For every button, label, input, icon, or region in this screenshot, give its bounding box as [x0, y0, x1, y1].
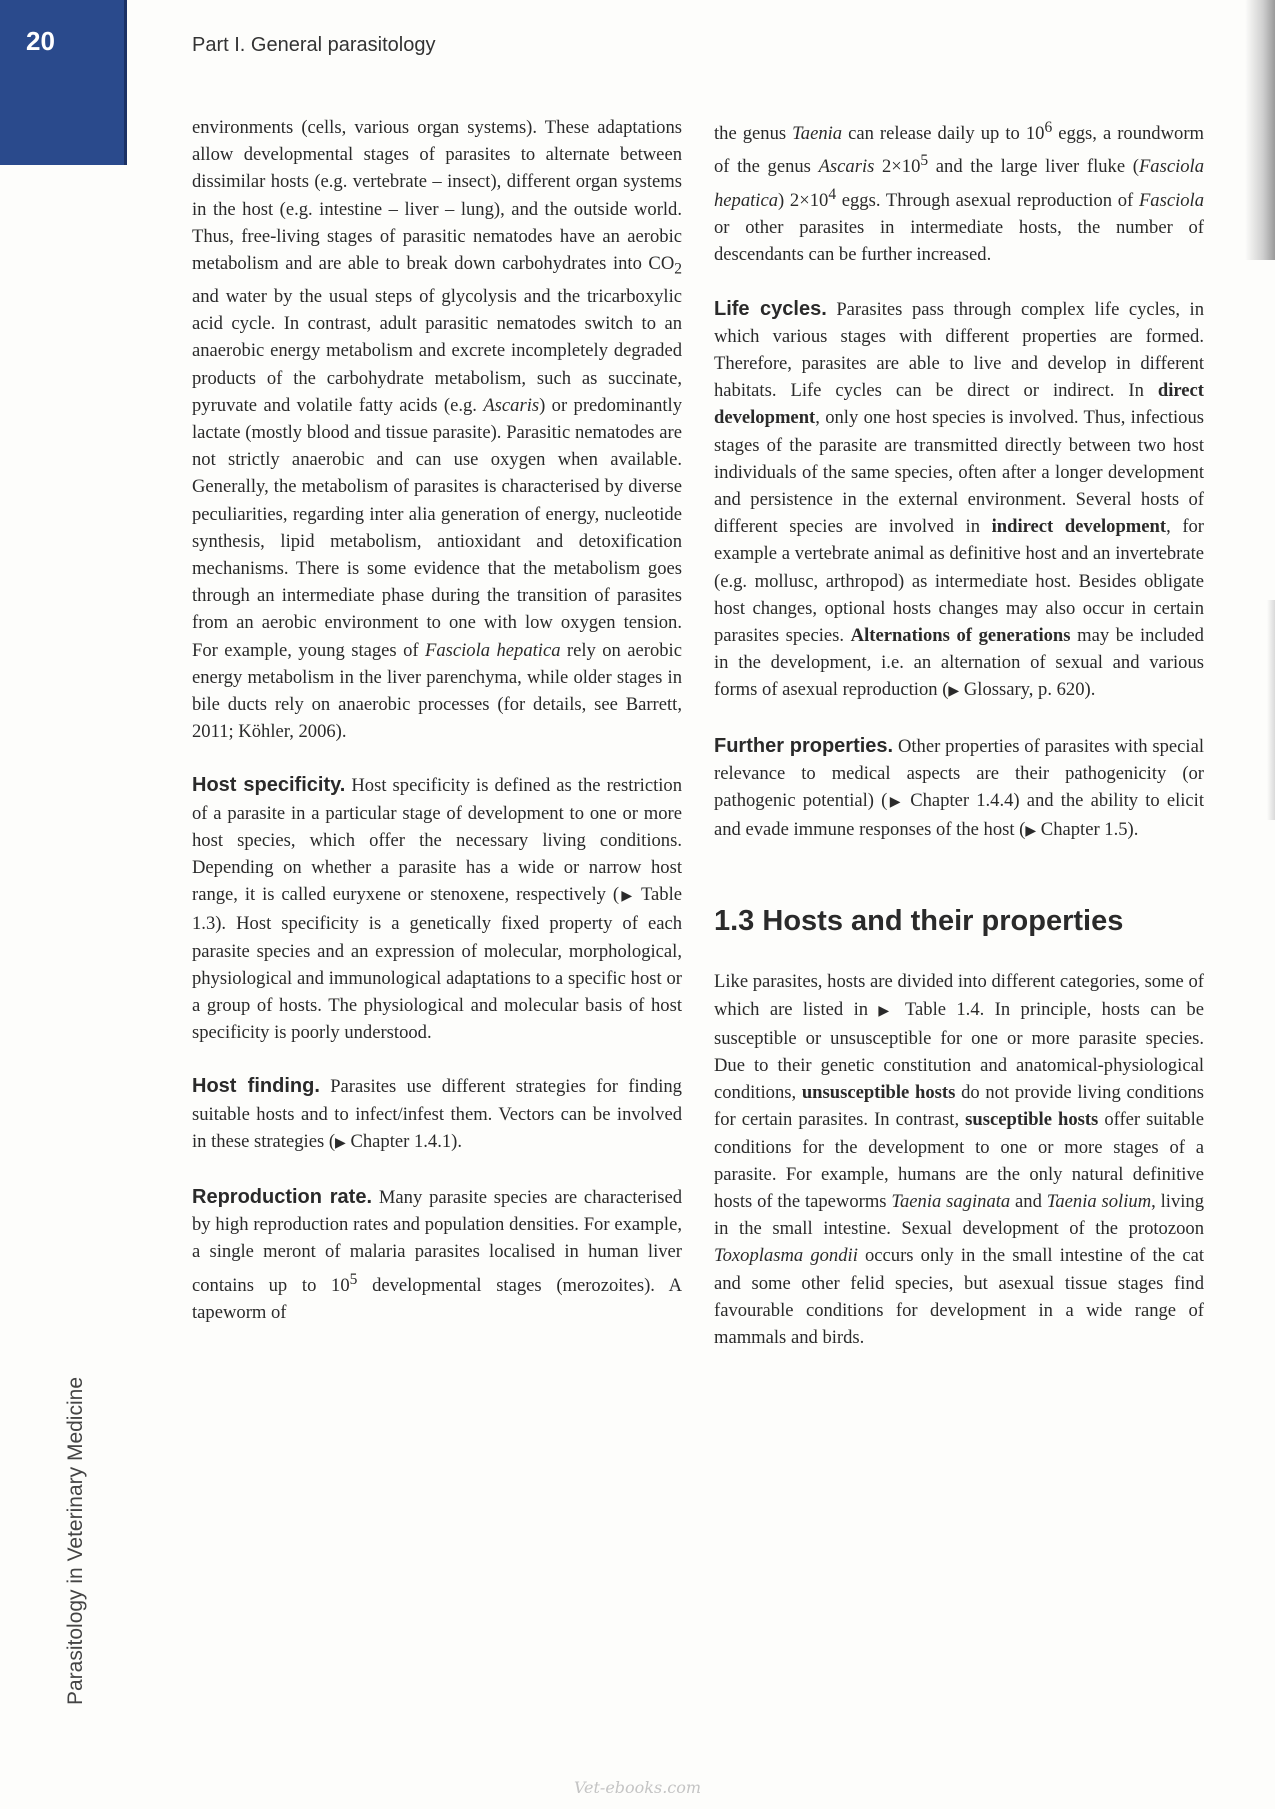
further-properties-paragraph: Further properties. Other properties of parasites with special relevance to medical aspects are their pathogenicity (or pathogenic potential) (▶ Chapter 1.4.4) and the ability to elicit and evade immune responses of the host (▶ Chapter 1.5).: [714, 734, 1205, 841]
left-column: [192, 114, 682, 1326]
cross-reference-arrow-icon: ▶: [619, 889, 635, 905]
page-number-tab: [0, 0, 127, 165]
life-cycles-heading: Life cycles.: [714, 297, 827, 320]
section-heading: 1.3 Hosts and their properties: [714, 905, 1124, 938]
further-properties-heading: Further properties.: [714, 734, 894, 757]
footer-watermark: Vet-ebooks.com: [573, 1778, 702, 1797]
host-specificity-paragraph: Host specificity. Host specificity is defined as the restriction of a parasite in a particular stage of development to one or more host species, which offer the necessary living conditions. Depending on whether a parasite has a wide or narrow host range, it is called euryxene or stenoxene, respectively (▶ Table 1.3). Host specificity is a genetically fixed property of each parasite species and an expression of molecular, morphological, physiological and immunological adaptations to a specific host or a group of hosts. The physiological and molecular basis of host specificity is poorly understood.: [192, 774, 682, 1044]
life-cycles-paragraph: Life cycles. Parasites pass through complex life cycles, in which various stages with different properties are formed. Therefore, parasites are able to live and develop in different habitats. Life cycles can be direct or indirect. In direct development, only one host species is involved. Thus, infectious stages of the parasite are transmitted directly between two host individuals of the same species, often after a longer development and persistence in the external environment. Several hosts of different species are involved in indirect development, for example a vertebrate animal as definitive host and an invertebrate (e.g. mollusc, arthropod) as intermediate host. Besides obligate host changes, optional hosts changes may also occur in certain parasites species. Alternations of generations may be included in the development, i.e. an alternation of sexual and various forms of asexual reproduction (▶ Glossary, p. 620).: [714, 297, 1205, 701]
host-finding-paragraph: Host finding. Parasites use different strategies for finding suitable hosts and to infect/infest them. Vectors can be involved in these strategies (▶ Chapter 1.4.1).: [192, 1075, 682, 1152]
reproduction-continued-paragraph: the genus Taenia can release daily up to $10^6$ eggs, a roundworm of the genus Ascaris $2\times 10^5$ and the large liver fluke (Fasciola hepatica) $2\times 10^4$ eggs. Through asexual reproduction of Fasciola or other parasites in intermediate hosts, the number of descendants can be further increased.: [714, 119, 1205, 266]
host-specificity-heading: Host specificity.: [192, 774, 346, 797]
cross-reference-arrow-icon: ▶: [887, 795, 904, 811]
cross-reference-arrow-icon: ▶: [878, 1003, 895, 1019]
cross-reference-arrow-icon: ▶: [335, 1135, 346, 1151]
hosts-paragraph: Like parasites, hosts are divided into different categories, some of which are listed in ▶ Table 1.4. In principle, hosts can be susceptible or unsusceptible for one or more parasite species. Due to their genetic constitution and anatomical-physiological conditions, unsusceptible hosts do not provide living conditions for certain parasites. In contrast, susceptible hosts offer suitable conditions for the development to one or more stages of a parasite. For example, humans are the only natural definitive hosts of the tapeworms Taenia saginata and Taenia solium, living in the small intestine. Sexual development of the protozoon Toxoplasma gondii occurs only in the small intestine of the cat and some other felid species, but asexual tissue stages find favourable conditions for development in a wide range of mammals and birds.: [714, 971, 1205, 1349]
cross-reference-arrow-icon: ▶: [948, 684, 960, 700]
running-head: Part I. General parasitology: [192, 34, 436, 56]
chapter-1-4-1-reference: Chapter 1.4.1).: [345, 1130, 462, 1152]
reproduction-rate-paragraph: Reproduction rate. Many parasite species are characterised by high reproduction rates and population densities. For example, a single meront of malaria parasites localised in human liver contains up to $10^5$ developmental stages (merozoites). A tapeworm of: [192, 1186, 682, 1324]
page-number: 20: [26, 26, 55, 56]
host-finding-heading: Host finding.: [192, 1075, 320, 1098]
reproduction-rate-heading: Reproduction rate.: [192, 1186, 373, 1209]
side-book-title: Parasitology in Veterinary Medicine: [64, 1376, 87, 1705]
table-1-3-reference: Table 1.3). Host specificity is a genetically fixed property of each parasite species and an expression of molecular, morphological, physiological and immunological adaptations to a specific host or a group of hosts. The physiological and molecular basis of host specificity is poorly understood.: [192, 884, 682, 1044]
glossary-reference: Glossary, p. 620).: [959, 679, 1096, 701]
chapter-1-5-reference: Chapter 1.5).: [1036, 819, 1139, 841]
metabolism-paragraph: environments (cells, various organ systems). These adaptations allow developmental stages of parasites to alternate between dissimilar hosts (e.g. vertebrate – insect), different organ systems in the host (e.g. intestine – liver – lung), and the outside world. Thus, free-living stages of parasitic nematodes have an aerobic metabolism and are able to break down carbohydrates into $CO_2$ and water by the usual steps of glycolysis and the tricarboxylic acid cycle. In contrast, adult parasitic nematodes switch to an anaerobic energy metabolism and excrete incompletely degraded products of the carbohydrate metabolism, such as succinate, pyruvate and volatile fatty acids (e.g. Ascaris) or predominantly lactate (mostly blood and tissue parasite). Parasitic nematodes are not strictly anaerobic and can use oxygen when available. Generally, the metabolism of parasites is characterised by diverse peculiarities, regarding inter alia generation of energy, nucleotide synthesis, lipid metabolism, antioxidant and detoxification mechanisms. There is some evidence that the metabolism goes through an intermediate phase during the transition of parasites from an aerobic environment to one with low oxygen tension. For example, young stages of Fasciola hepatica rely on aerobic energy metabolism in the liver parenchyma, while older stages in bile ducts rely on anaerobic processes (for details, see Barrett, 2011; Köhler, 2006).: [192, 117, 682, 743]
table-1-4-reference: Table 1.4. In principle, hosts can be susceptible or unsusceptible for one or more parasite species. Due to their genetic constitution and anatomical-physiological conditions,: [714, 998, 1204, 1104]
chapter-1-4-4-reference: Chapter 1.4.4) and the ability to elicit and evade immune responses of the host (: [714, 790, 1204, 841]
right-column: [714, 114, 1204, 1351]
cross-reference-arrow-icon: ▶: [1025, 824, 1037, 840]
page-edge-shadow: [1245, 0, 1275, 260]
page-edge-shadow-lower: [1267, 600, 1275, 820]
